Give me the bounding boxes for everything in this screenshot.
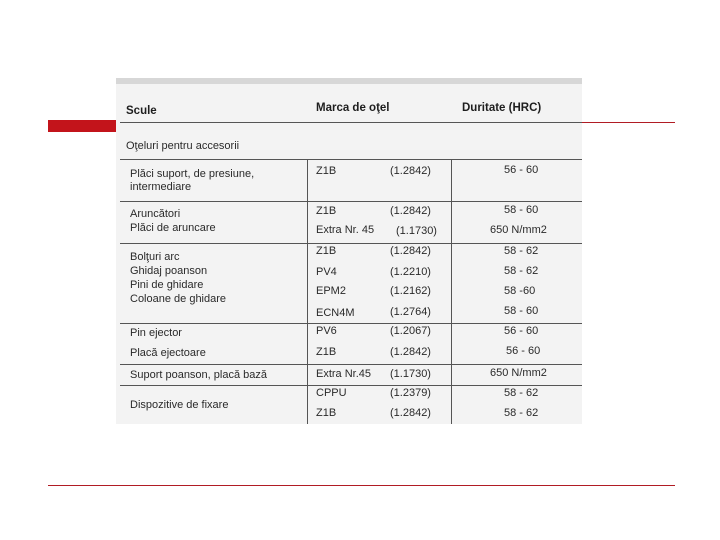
- hardness-value: 56 - 60: [504, 164, 539, 176]
- tool-name: Bolţuri arc: [130, 251, 180, 263]
- material-code: (1.2162): [390, 285, 431, 297]
- tool-name: Pin ejector: [130, 327, 182, 339]
- material-code: (1.2764): [390, 306, 431, 318]
- row-divider: [120, 122, 582, 123]
- column-divider: [307, 159, 308, 424]
- hardness-value: 58 - 62: [504, 265, 539, 277]
- material-code: (1.2842): [390, 205, 431, 217]
- steel-grade: PV6: [316, 325, 337, 337]
- accent-bar: [48, 120, 116, 132]
- steel-grade: Extra Nr.45: [316, 368, 372, 380]
- tool-name: Aruncători: [130, 208, 181, 220]
- material-code: (1.2842): [390, 245, 431, 257]
- row-divider: [120, 201, 582, 202]
- steel-grade: Z1B: [316, 165, 337, 177]
- material-code: (1.2842): [390, 346, 431, 358]
- hardness-value: 650 N/mm2: [490, 224, 547, 236]
- tool-name: Plăci suport, de presiune, intermediare: [130, 168, 255, 193]
- hardness-value: 58 - 62: [504, 407, 539, 419]
- steel-grade: ECN4M: [316, 307, 355, 319]
- steel-grade: Z1B: [316, 245, 337, 257]
- material-code: (1.1730): [396, 225, 437, 237]
- hardness-value: 58 - 62: [504, 245, 539, 257]
- row-divider: [120, 323, 582, 324]
- steel-grade: PV4: [316, 266, 337, 278]
- tool-name: Ghidaj poanson: [130, 265, 208, 277]
- steel-table: [120, 88, 582, 424]
- column-divider: [451, 159, 452, 424]
- material-code: (1.1730): [390, 368, 431, 380]
- header-steel-grade: Marca de oţel: [316, 102, 390, 114]
- row-divider: [120, 243, 582, 244]
- bottom-rule: [48, 485, 675, 486]
- material-code: (1.2842): [390, 165, 431, 177]
- material-code: (1.2379): [390, 387, 431, 399]
- tool-name: Plăci de aruncare: [130, 222, 216, 234]
- row-divider: [120, 385, 582, 386]
- hardness-value: 650 N/mm2: [490, 367, 547, 379]
- hardness-value: 58 - 62: [504, 387, 539, 399]
- tool-name: Coloane de ghidare: [130, 293, 227, 305]
- row-divider: [120, 159, 582, 160]
- hardness-value: 56 - 60: [504, 325, 539, 337]
- steel-grade: EPM2: [316, 285, 346, 297]
- scanned-table-image: [116, 78, 582, 424]
- steel-grade: Extra Nr. 45: [316, 224, 375, 236]
- tool-name: Pini de ghidare: [130, 279, 204, 291]
- material-code: (1.2067): [390, 325, 431, 337]
- tool-name: Dispozitive de fixare: [130, 399, 229, 411]
- row-divider: [120, 364, 582, 365]
- header-tools: Scule: [126, 105, 157, 117]
- hardness-value: 58 - 60: [504, 305, 539, 317]
- material-code: (1.2210): [390, 266, 431, 278]
- hardness-value: 58 -60: [504, 285, 536, 297]
- header-hardness: Duritate (HRC): [462, 102, 542, 114]
- steel-grade: Z1B: [316, 407, 337, 419]
- hardness-value: 56 - 60: [506, 345, 541, 357]
- tool-name: Suport poanson, placă bază: [130, 369, 267, 381]
- steel-grade: CPPU: [316, 387, 347, 399]
- steel-grade: Z1B: [316, 346, 337, 358]
- hardness-value: 58 - 60: [504, 204, 539, 216]
- steel-grade: Z1B: [316, 205, 337, 217]
- section-title: Oţeluri pentru accesorii: [126, 140, 240, 152]
- tool-name: Placă ejectoare: [130, 347, 206, 359]
- material-code: (1.2842): [390, 407, 431, 419]
